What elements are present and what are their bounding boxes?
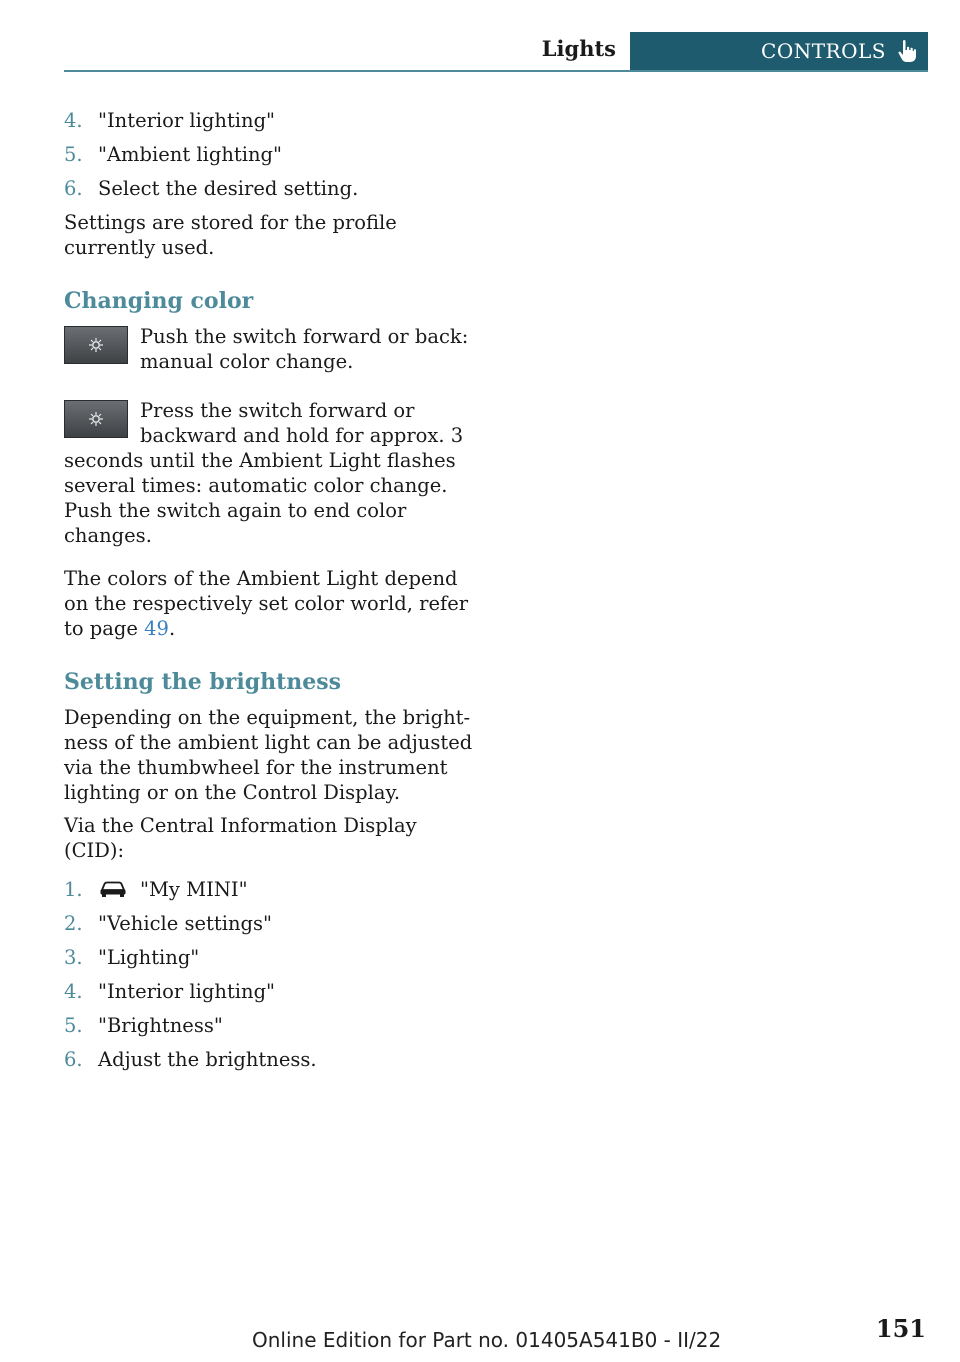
step-text: "Interior lighting": [98, 980, 276, 1003]
step-number: 1.: [64, 878, 83, 901]
step-number: 6.: [64, 1048, 83, 1071]
cid-intro: Via the Central Information Display (CID):: [64, 814, 417, 862]
changing-color-heading: Changing color: [64, 288, 254, 314]
step-number: 6.: [64, 177, 83, 200]
color-world-sentence: The colors of the Ambient Light depend on the respectively set color world, refer to page: [64, 567, 469, 640]
list-item: [64, 877, 474, 902]
list-item: [64, 945, 474, 970]
step-text: "My MINI": [140, 878, 248, 901]
list-item: [64, 979, 474, 1004]
page-link[interactable]: 49: [144, 617, 169, 640]
list-item: [64, 911, 474, 936]
step-text: "Ambient lighting": [98, 143, 282, 166]
step-number: 2.: [64, 912, 83, 935]
color-world-text: [64, 566, 474, 641]
step-number: 4.: [64, 109, 83, 132]
list-item: [64, 108, 474, 133]
brightness-heading: Setting the brightness: [64, 669, 342, 695]
car-icon: [98, 877, 128, 899]
hand-pointer-icon: [896, 39, 918, 63]
settings-note: Settings are stored for the profile currently used.: [64, 211, 397, 259]
edition-footer: Online Edition for Part no. 01405A541B0 - II/22: [252, 1328, 722, 1352]
step-text: "Interior lighting": [98, 109, 276, 132]
step-number: 5.: [64, 143, 83, 166]
step-text: Adjust the brightness.: [98, 1048, 317, 1071]
automatic-color-block: [64, 398, 474, 548]
automatic-color-text: Press the switch forward or backward and hold for approx. 3 seconds until the Ambient Light flashes several times: automatic color change. Push the switch again to end color changes.: [64, 399, 464, 547]
list-item: [64, 142, 474, 167]
list-item: [64, 176, 474, 201]
step-number: 5.: [64, 1014, 83, 1037]
header-rule: [64, 70, 928, 72]
step-number: 3.: [64, 946, 83, 969]
header-chapter-title: CONTROLS: [761, 39, 886, 63]
step-number: 4.: [64, 980, 83, 1003]
page-content: [64, 108, 474, 1081]
list-item: [64, 1013, 474, 1038]
page-number: 151: [875, 1314, 926, 1343]
header-section-title: Lights: [541, 36, 616, 61]
manual-color-block: [64, 324, 474, 382]
ambient-light-switch-icon: [64, 400, 128, 438]
header-chapter-tab: [630, 32, 928, 70]
manual-color-text: Push the switch forward or back: manual color change.: [140, 325, 469, 373]
step-text: "Lighting": [98, 946, 200, 969]
ambient-light-switch-icon: [64, 326, 128, 364]
step-text: Select the desired setting.: [98, 177, 359, 200]
list-item: [64, 1047, 474, 1072]
step-text: "Vehicle settings": [98, 912, 272, 935]
brightness-intro: Depending on the equipment, the brightness of the ambient light can be adjusted via the thumbwheel for the instrument lighting or on the Control Display.: [64, 706, 473, 804]
color-world-period: .: [168, 617, 176, 640]
step-text: "Brightness": [98, 1014, 223, 1037]
